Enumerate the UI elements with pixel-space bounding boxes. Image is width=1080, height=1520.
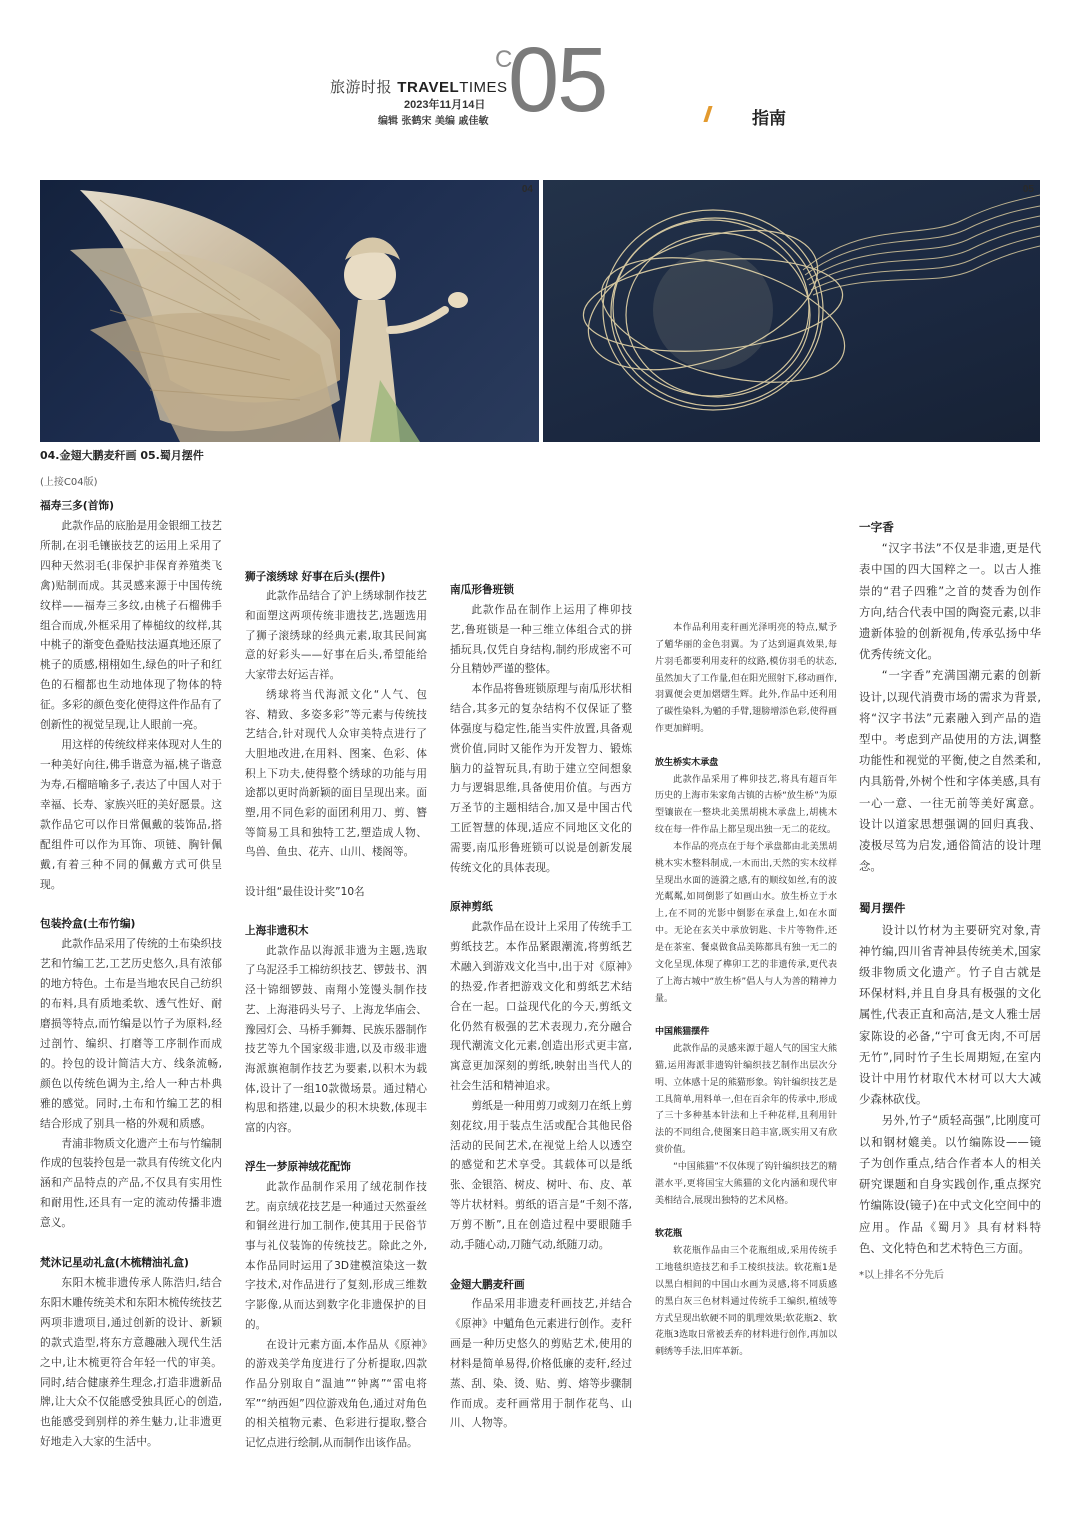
masthead	[0, 0, 1080, 175]
editors-line: 编辑 张鹤宋 美编 戚佳敏	[378, 116, 489, 127]
photo-caption: 04.金翅大鹏麦秆画 05.蜀月摆件	[40, 449, 204, 462]
footnote: *以上排名不分先后	[859, 1269, 944, 1281]
article-paragraph: 作品采用非遗麦秆画技艺,并结合《原神》中魈角色元素进行创作。麦秆画是一种历史悠久的剪贴艺术,使用的材料是简单易得,价格低廉的麦秆,经过蒸、刮、染、烫、贴、剪、熔等步骤制作而成。麦秆画常用于制作花鸟、山川、人物等。	[450, 1297, 632, 1430]
article-title: 梵沐记星动礼盒(木梳精油礼盒)	[40, 1256, 189, 1270]
article-paragraph: 此款作品在制作上运用了榫卯技艺,鲁班锁是一种三维立体组合式的拼插玩具,仅凭自身结构,制约形成密不可分且精妙严谨的整体。	[450, 602, 632, 676]
article-paragraph: 此款作品采用了榫卯技艺,将具有超百年历史的上海市朱家角古镇的古桥“放生桥”为原型镶嵌在一整块北美黑胡桃木承盘上,胡桃木纹在每一件作品上都呈现出独一无二的花纹。	[655, 774, 837, 836]
article-paragraph: 软花瓶作品由三个花瓶组成,采用传统手工地毯织造技艺和手工棱织技法。软花瓶1是以黑白相间的中国山水画为灵感,将不同质感的黑白灰三色材料通过传统手工编织,植绒等方式呈现出软硬不同的肌理效果;软花瓶2、软花瓶3选取日常被丢弃的材料进行创作,再加以刺绣等手法,旧库革新。	[655, 1246, 837, 1358]
article-paragraph: 另外,竹子“质轻高强”,比刚度可以和钢材媲美。以竹编陈设——镜子为创作重点,结合作者本人的相关研究课题和自身实践创作,重点探究竹编陈设(镜子)在中式文化空间中的应用。作品《蜀月》具有材料特色、文化特色和艺术特色三方面。	[859, 1113, 1041, 1255]
article-title: 上海非遗积木	[245, 925, 309, 938]
article-paragraph: 设计以竹材为主要研究对象,青神竹编,四川省青神县传统美术,国家级非物质文化遗产。竹子自古就是环保材料,并且自身具有极强的文化属性,代表正直和高洁,是文人雅士居家陈设的必备,“宁可食无肉,不可居无竹”,同时竹子生长周期短,在室内设计中用竹材取代木材可以大大减少森林砍伐。	[859, 922, 1041, 1107]
article-paragraph: 此款作品在设计上采用了传统手工剪纸技艺。本作品紧跟潮流,将剪纸艺术融入到游戏文化当中,出于对《原神》的热爱,作者把游戏文化和剪纸艺术结合在一起。口益现代化的今天,剪纸文化仍然有极强的艺术表现力,充分融合现代潮流文化元素,创造出形式更丰富,寓意更加深刻的剪纸,映射出当代人的社会生活和精神追求。	[450, 920, 632, 1093]
article-title: 福寿三多(首饰)	[40, 499, 115, 512]
photo-straw-painting	[40, 180, 539, 442]
article-paragraph: “中国熊猫”不仅体现了钩针编织技艺的精湛水平,更将国宝大熊猫的文化内涵和现代审美相结合,展现出独特的艺术风格。	[655, 1161, 837, 1206]
article-paragraph: 此款作品采用了传统的土布染织技艺和竹编工艺,工艺历史悠久,具有浓郁的地方特色。土布是当地农民自己纺织的布料,具有质地柔软、透气性好、耐磨损等特点,而竹编是以竹子为原料,经过剖竹、编织、打磨等工序制作而成的。拎包的设计简洁大方、线条流畅,颜色以传统色调为主,给人一种古朴典雅的感觉。同时,土布和竹编工艺的相结合形成了别具一格的外观和质感。	[40, 937, 222, 1130]
article-paragraph: 此款作品的底胎是用金银细工技艺所制,在羽毛镶嵌技艺的运用上采用了四种天然羽毛(非保护非保育养殖类飞禽)贴制而成。其灵感来源于中国传统纹样——福寿三多纹,由桃子石榴佛手组合而成,外框采用了棒槌纹的纹样,其中桃子的渐变色叠贴技法逼真地还原了桃子的质感,栩栩如生,绿色的叶子和红色的石榴都也生动地体现了物体的特征。多彩的颜色变化使得这件作品有了创新性的视觉呈现,让人眼前一亮。	[40, 518, 222, 732]
section-name: 指南	[752, 109, 786, 129]
article-title: 软花瓶	[655, 1229, 683, 1240]
wing-figure-illustration	[40, 180, 539, 442]
continued-note: (上接C04版)	[40, 477, 98, 488]
photo-tag: 05	[1022, 184, 1034, 195]
brand-en-light: TIMES	[459, 79, 508, 96]
newspaper-brand	[330, 76, 508, 97]
article-column-4	[655, 620, 837, 1361]
article-column-1	[40, 496, 222, 1452]
article-title: 放生桥实木承盘	[655, 757, 719, 768]
article-paragraph: 此款作品的灵感来源于超人气的国宝大熊猫,运用海派非遗钩针编织技艺制作出层次分明、立体感十足的熊猫形象。钩针编织技艺是工具简单,用料单一,但在百余年的传承中,形成了三十多种基本针法和上千种花样,且利用针法的不同组合,使图案日趋丰富,既实用又有欣赏价值。	[655, 1044, 837, 1156]
article-paragraph: 此款作品结合了沪上绣球制作技艺和面塑这两项传统非遗技艺,选题选用了狮子滚绣球的经典元素,取其民间寓意的好彩头——好事在后头,希望能给大家带去好运吉祥。	[245, 590, 427, 682]
article-paragraph: 用这样的传统纹样来体现对人生的一种美好向往,佛手谐意为福,桃子谐意为寿,石榴暗喻多子,表达了中国人对于幸福、长寿、家族兴旺的美好愿景。这款作品它可以作日常佩戴的装饰品,搭配组件可以作为耳饰、项链、胸针佩戴,有着三种不同的佩戴方式可供呈现。	[40, 738, 222, 891]
orange-slash-icon	[703, 106, 712, 122]
article-title: 金翅大鹏麦秆画	[450, 1277, 525, 1291]
article-paragraph: 此款作品以海派非遗为主题,选取了乌泥泾手工棉纺织技艺、锣鼓书、泗泾十锦细锣鼓、南翔小笼馒头制作技艺、上海港码头号子、上海龙华庙会、豫园灯会、马桥手狮舞、民族乐器制作技艺等九个国家级非遗,以及市级非遗海派旗袍制作技艺为要素,以积木为载体,设计了一组10款微场景。通过精心构思和搭建,以最少的积木块数,体现丰富的内容。	[245, 944, 427, 1134]
page-number: 05	[508, 29, 607, 131]
article-title: 包装拎盒(土布竹编)	[40, 917, 136, 931]
article-paragraph: “一字香”充满国潮元素的创新设计,以现代消费市场的需求为背景,将“汉字书法”元素融入到产品的造型中。考虑到产品使用的方法,调整功能性和视觉的平衡,使之自然柔和,内具筋骨,外树个性和字体美感,具有一心一意、一往无前等美好寓意。设计以道家思想强调的回归真我、凌极尽笃为启发,通俗简洁的设计理念。	[859, 668, 1041, 874]
brand-cn: 旅游时报	[330, 78, 393, 96]
award-note: 设计组“最佳设计奖”10名	[245, 885, 365, 898]
article-paragraph: 本作品的亮点在于每个承盘都由北美黑胡桃木实木整料制成,一木而出,天然的实木纹样呈现出水面的涟漪之感,有的顺纹如丝,有的波光粼粼,如同倒影了如画山水。放生桥立于水上,在不同的光影中倒影在承盘上,如在水面中。无论在玄关中承放钥匙、卡片等物件,还是在茶室、餐桌做食品美陈都具有独一无二的文化呈现,体现了榫卯工艺的非遗传承,更代表了上海古城中“放生桥”倡人与人为善的精神力量。	[655, 841, 837, 1004]
article-paragraph: 本作品将鲁班锁原理与南瓜形状相结合,其多元的复杂结构不仅保证了整体强度与稳定性,能当实件放置,具备观赏价值,同时又能作为开发智力、锻炼脑力的益智玩具,有助于建立空间想象力与逻辑思维,具备使用价值。与西方万圣节的主题相结合,加又是中国古代工匠智慧的体现,适应不同地区文化的需要,南瓜形鲁班锁可以说是创新发展传统文化的具体表现。	[450, 682, 632, 874]
section-letter: C	[495, 46, 513, 73]
photo-tag: 04	[521, 184, 533, 195]
brand-en-bold: TRAVEL	[397, 79, 460, 96]
article-paragraph: 本作品利用麦秆画光泽明亮的特点,赋予了魈华丽的金色羽翼。为了达到逼真效果,每片羽毛都要利用麦秆的纹路,模仿羽毛的状态,虽然加大了工作量,但在阳光照射下,移动画作,羽翼便会更加熠熠生辉。此外,作品中还利用了碳性染料,为魈的手臂,翅膀增添色彩,使得画作更加鲜明。	[655, 623, 837, 735]
article-title: 原神剪纸	[450, 900, 493, 914]
article-title: 浮生一梦原神绒花配饰	[245, 1161, 351, 1174]
article-paragraph: 青浦非物质文化遗产土布与竹编制作成的包装拎包是一款具有传统文化内涵和产品特点的产品,不仅具有实用性和耐用性,还具有一定的流动传播非遗意义。	[40, 1136, 222, 1230]
article-title: 蜀月摆件	[859, 901, 906, 916]
article-paragraph: 东阳木梳非遗传承人陈浩归,结合东阳木雕传统美术和东阳木梳传统技艺两项非遗项目,通过创新的设计、新颖的款式造型,将东方意趣融入现代生活之中,让木梳更符合年轻一代的审美。同时,结合健康养生理念,打造非遗新品牌,让大众不仅能感受独具匠心的创造,也能感受到别样的养生魅力,让非遗更好地走入大家的生活中。	[40, 1275, 222, 1449]
article-paragraph: 在设计元素方面,本作品从《原神》的游戏美学角度进行了分析提取,四款作品分别取自“温迪”“钟离”“雷电将军”“纳西妲”四位游戏角色,通过对角色的相关植物元素、色彩进行提取,整合记忆点进行绘制,从而制作出该作品。	[245, 1338, 427, 1449]
article-paragraph: 绣球将当代海派文化“人气、包容、精致、多姿多彩”等元素与传统技艺结合,针对现代人众审美特点进行了大胆地改进,在用料、图案、色彩、体积上下功夫,使得整个绣球的功能与用途都以更时尚新颖的面目呈现出来。面塑,用不同色彩的面团利用刀、剪、簪等简易工具和独特工艺,塑造成人物、鸟兽、鱼虫、花卉、山川、楼阁等。	[245, 688, 427, 859]
article-paragraph: “汉字书法”不仅是非遗,更是代表中国的四大国粹之一。以古人推崇的“君子四雅”之首的焚香为创作方向,结合代表中国的陶瓷元素,以非遗新体验的创新视角,传承弘扬中华优秀传统文化。	[859, 541, 1041, 662]
bamboo-ring-illustration	[543, 180, 1040, 442]
article-title: 南瓜形鲁班锁	[450, 583, 514, 596]
article-paragraph: 剪纸是一种用剪刀或刻刀在纸上剪刻花纹,用于装点生活或配合其他民俗活动的民间艺术,在视觉上给人以透空的感觉和艺术享受。其载体可以是纸张、金银箔、树皮、树叶、布、皮、革等片状材料。剪纸的语言是“千刻不落,万剪不断”,且在创造过程中要眼随手动,手随心动,刀随气动,纸随刀动。	[450, 1098, 632, 1251]
photo-bamboo-ornament	[543, 180, 1040, 442]
article-column-5	[859, 496, 1041, 1286]
article-title: 一字香	[859, 520, 894, 534]
article-column-2	[245, 548, 427, 1454]
article-paragraph: 此款作品制作采用了绒花制作技艺。南京绒花技艺是一种通过天然蚕丝和铜丝进行加工制作,使其用于民俗节事与礼仪装饰的传统技艺。除此之外,本作品同时运用了3D建模渲染这一数字技术,对作品进行了复刻,形成三维数字影像,从而达到数字化非遗保护的目的。	[245, 1181, 427, 1331]
article-title: 狮子滚绣球 好事在后头(摆件)	[245, 570, 386, 583]
article-title: 中国熊猫摆件	[655, 1027, 710, 1038]
article-column-3	[450, 580, 632, 1433]
issue-date: 2023年11月14日	[404, 99, 486, 111]
